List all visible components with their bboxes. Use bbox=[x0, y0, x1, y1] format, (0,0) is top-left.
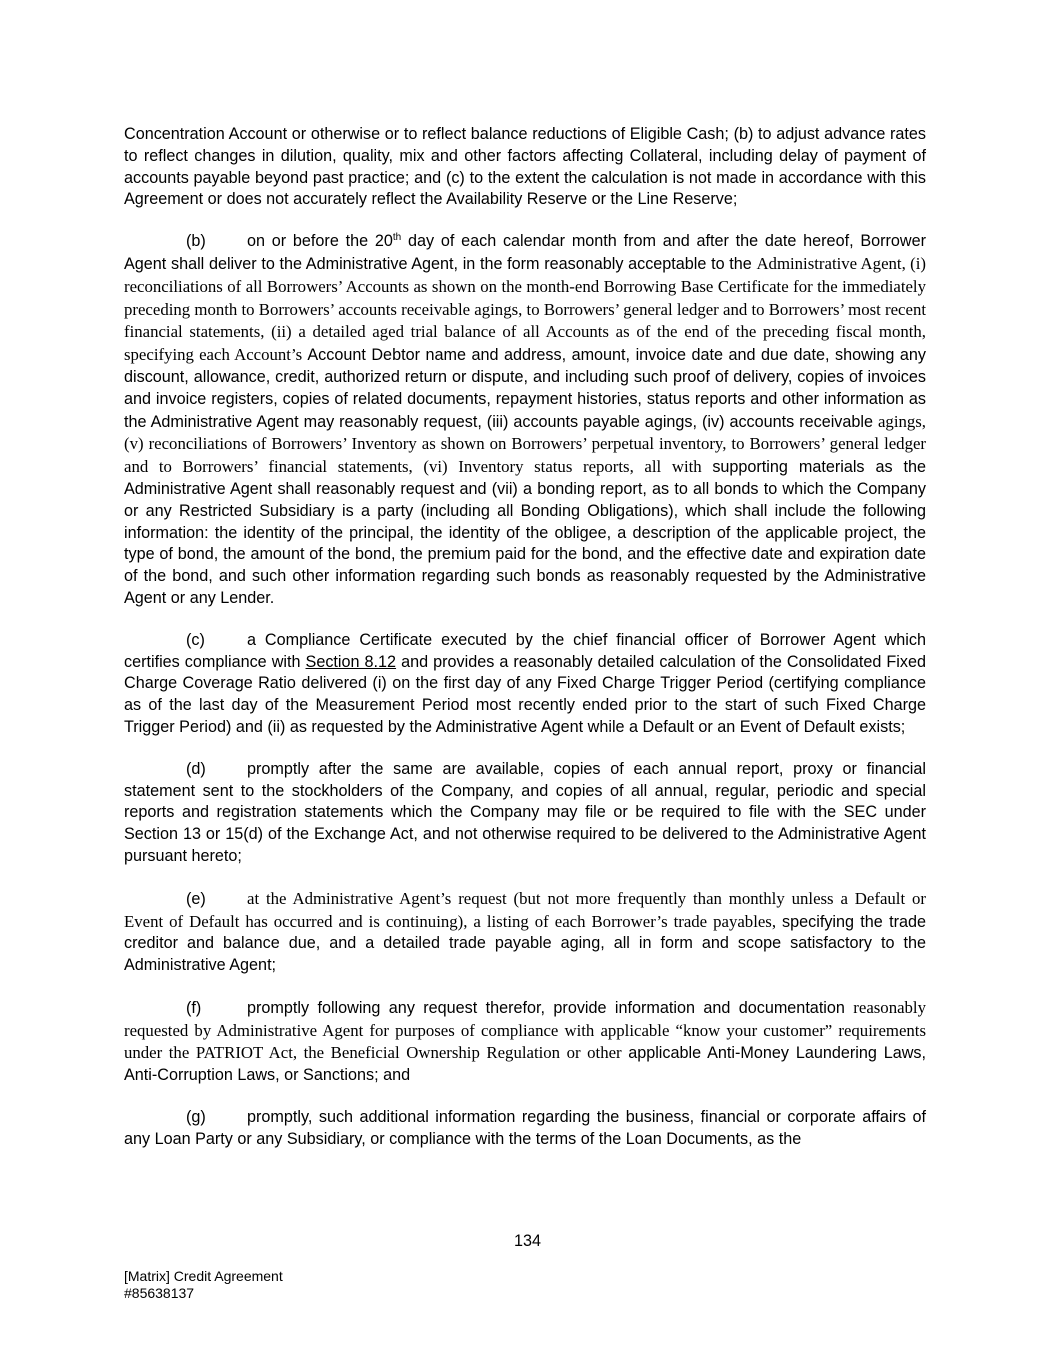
clause-text: promptly after the same are available, copies of each annual report, proxy or financial statement sent to the stockholders of the Company, and copies of all annual, regular, periodic and special reports and registration statements which the Company may file or be required to file with the SEC under Section 13 or 15(d) of the Exchange Act, and not otherwise required to be delivered to the Administrative Agent pursuant hereto; bbox=[124, 759, 926, 865]
footer-document-id: #85638137 bbox=[124, 1285, 195, 1301]
clause-text: agings, (v) reconciliations of Borrowers’ Inventory as shown on Borrowers’ perpetual inventory, to Borrowers’ general ledger and to Borrowers’ financial statements, (vi) Inventory status reports, all with bbox=[124, 411, 926, 477]
clause-text: promptly, such additional information regarding the business, financial or corporate affairs of any Loan Party or any Subsidiary, or compliance with the terms of the Loan Documents, as the bbox=[124, 1108, 926, 1148]
clause-text: supporting materials as the Administrative Agent shall reasonably request and (vii) a bonding report, as to all bonds to which the Company or any Restricted Subsidiary is a party (including all Bonding Obligations), which shall include the following information: the identity of the principal, the identity of the obligee, a description of the applicable project, the type of bond, the amount of the bond, the premium paid for the bond, and the effective date and expiration date of the bond, and such other information regarding such bonds as reasonably requested by the Administrative Agent or any Lender. bbox=[124, 458, 926, 607]
clause-g bbox=[124, 1107, 926, 1151]
clause-e bbox=[124, 888, 926, 977]
clause-label: (d) bbox=[186, 759, 206, 778]
footer bbox=[124, 1268, 283, 1302]
page-number: 134 bbox=[513, 1232, 541, 1250]
clause-f bbox=[124, 997, 926, 1087]
clause-b bbox=[124, 231, 926, 610]
clause-text: a Compliance Certificate executed by the chief financial officer of Borrower Agent which certifies compliance with bbox=[124, 630, 926, 671]
clause-text: reasonably requested by Administrative Agent for purposes of compliance with applicable “know your customer” requirements under the PATRIOT Act, the Beneficial Ownership Regulation or other bbox=[124, 997, 926, 1063]
clause-text: on or before the 20 bbox=[247, 232, 393, 251]
clause-text: Administrative Agent, (i) reconciliations of all Borrowers’ Accounts as shown on the month-end Borrowing Base Certificate for the immediately preceding month to Borrowers’ accounts receivable agings, to Borrowers’ general ledger and to Borrowers’ most recent financial statements, (ii) a detailed aged trial balance of all Accounts as of the end of the preceding fiscal month, specifying each Account’s bbox=[124, 253, 926, 365]
clause-label: (f) bbox=[186, 998, 202, 1017]
footer-document-title: [Matrix] Credit Agreement bbox=[124, 1268, 283, 1284]
clause-label: (b) bbox=[186, 232, 206, 251]
clause-label: (e) bbox=[186, 889, 206, 908]
clause-text: at the Administrative Agent’s request (but not more frequently than monthly unless a Default or Event of Default has occurred and is continuing), a listing of each Borrower’s trade payables, bbox=[124, 888, 926, 931]
clause-c bbox=[124, 630, 926, 739]
clause-text: applicable Anti-Money Laundering Laws, Anti-Corruption Laws, or Sanctions; and bbox=[124, 1044, 926, 1085]
superscript-th: th bbox=[392, 232, 402, 244]
clause-d bbox=[124, 759, 926, 868]
body-text bbox=[124, 124, 926, 1171]
clause-text: specifying the trade creditor and balance due, and a detailed trade payable aging, all in form and scope satisfactory to the Administrative Agent; bbox=[124, 912, 926, 975]
clause-label: (g) bbox=[186, 1108, 206, 1127]
intro-paragraph: Concentration Account or otherwise or to reflect balance reductions of Eligible Cash; (b) to adjust advance rates to reflect changes in dilution, quality, mix and other factors affecting Collateral, including delay of payment of accounts payable beyond past practice; and (c) to the extent the calculation is not made in accordance with this Agreement or does not accurately reflect the Availability Reserve or the Line Reserve; bbox=[124, 125, 926, 209]
section-reference-link[interactable]: Section 8.12 bbox=[305, 652, 397, 671]
clause-text: day of each calendar month from and after the date hereof, Borrower Agent shall deliver to the Administrative Agent, in the form reasonably acceptable to the bbox=[124, 232, 926, 273]
clause-text: and provides a reasonably detailed calculation of the Consolidated Fixed Charge Coverage Ratio delivered (i) on the first day of any Fixed Charge Trigger Period (certifying compliance as of the last day of the Measurement Period most recently ended prior to the start of such Fixed Charge Trigger Period) and (ii) as requested by the Administrative Agent while a Default or an Event of Default exists; bbox=[124, 652, 926, 736]
clause-text: promptly following any request therefor, provide information and documentation bbox=[247, 998, 854, 1017]
clause-label: (c) bbox=[186, 630, 205, 649]
clause-text: Account Debtor name and address, amount, invoice date and due date, showing any discount, allowance, credit, authorized return or dispute, and including such proof of delivery, copies of invoices and invoice registers, copies of related documents, repayment histories, status reports and other information as the Administrative Agent may reasonably request, (iii) accounts payable agings, (iv) accounts receivable bbox=[124, 346, 927, 431]
